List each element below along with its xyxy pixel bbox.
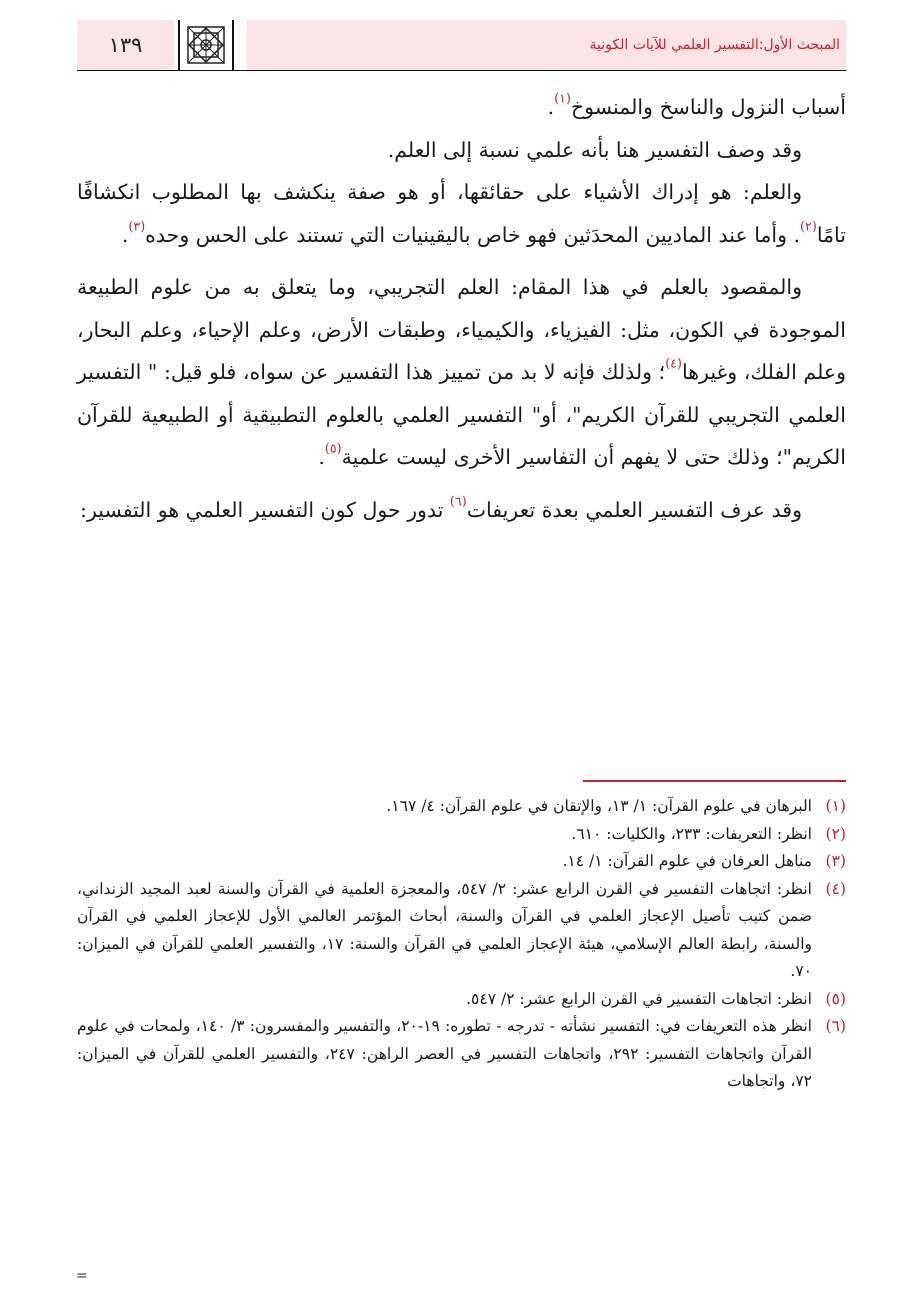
- footnote-text: انظر هذه التعريفات في: التفسير نشأته - تدرجه - تطوره: ١٩-٢٠، والتفسير والمفسرون: ٣/ ١٤٠، ولمحات في علوم القرآن واتجاهات التفسير: ٢٩٢، واتجاهات التفسير في العصر الراهن: ٢٤٧، والتفسير العلمي للقرآن في الميزان: ٧٢، واتجاهات: [77, 1017, 813, 1090]
- text-run: .: [121, 222, 129, 247]
- text-run: أسباب النزول والناسخ والمنسوخ: [570, 95, 846, 119]
- footnote-text: انظر: اتجاهات التفسير في القرن الرابع عشر: ٢/ ٥٤٧.: [466, 989, 812, 1008]
- footnote-text: مناهل العرفان في علوم القرآن: ١/ ١٤.: [562, 852, 812, 870]
- footnote-ref[interactable]: (١): [554, 90, 571, 106]
- header-divider: [232, 20, 234, 70]
- text-run: والمقصود بالعلم في هذا المقام: العلم التجريبي، وما يتعلق به من علوم الطبيعة الموجودة في الكون، مثل: الفيزياء، والكيمياء، وطبقات الأرض، وعلم الإحياء، وعلم البحار، وعلم الفلك، وغيرها: [77, 275, 846, 384]
- footnote-item: [77, 793, 846, 821]
- footnotes: [77, 793, 846, 1096]
- paragraph: [77, 489, 846, 532]
- page-header: [77, 20, 846, 71]
- footnote-number: (٥): [825, 989, 846, 1008]
- text-run: . وأما عند الماديين المحدَثين فهو خاص باليقينيات التي تستند على الحس وحده: [145, 222, 801, 247]
- footnote-item: [77, 1013, 846, 1096]
- footnote-ref[interactable]: (٢): [800, 218, 817, 234]
- footnote-number: (٤): [825, 879, 846, 898]
- footnote-text: انظر: اتجاهات التفسير في القرن الرابع عشر: ٢/ ٥٤٧، والمعجزة العلمية في القرآن والسنة لعبد المجيد الزنداني، ضمن كتيب تأصيل الإعجاز العلمي في القرآن والسنة، أبحاث المؤتمر العالمي الأول للإعجاز العلمي في القرآن والسنة، رابطة العالم الإسلامي، هيئة الإعجاز العلمي في القرآن والسنة: ١٧، والتفسير العلمي للقرآن في الميزان: ٧٠.: [77, 879, 813, 980]
- footnote-number: (١): [825, 797, 846, 815]
- footnote-item: [77, 986, 846, 1014]
- footnote-ref[interactable]: (٣): [128, 218, 146, 234]
- footnote-number: (٦): [825, 1017, 846, 1035]
- paragraph: [77, 171, 846, 256]
- paragraph: [77, 266, 846, 479]
- paragraph: [77, 86, 846, 129]
- footnote-ref[interactable]: (٦): [449, 493, 467, 509]
- continuation-mark: =: [76, 1268, 88, 1284]
- page-number: ١٣٩: [77, 20, 174, 70]
- running-title: المبحث الأول:التفسير العلمي للآيات الكونية: [247, 20, 846, 70]
- footnote-item: [77, 821, 846, 849]
- footnote-ref[interactable]: (٤): [665, 355, 682, 371]
- text-run: .: [318, 445, 325, 469]
- footnote-item: [77, 848, 846, 876]
- footnote-number: (٣): [825, 852, 846, 870]
- footnote-text: البرهان في علوم القرآن: ١/ ١٣، والإتقان في علوم القرآن: ٤/ ١٦٧.: [386, 797, 812, 815]
- geometric-star-icon: [186, 25, 226, 65]
- text-run: تدور حول كون التفسير العلمي هو التفسير:: [80, 497, 450, 522]
- text-run: وقد عرف التفسير العلمي بعدة تعريفات: [466, 497, 802, 522]
- text-run: .: [547, 95, 555, 119]
- header-divider: [178, 20, 180, 70]
- footnote-item: [77, 876, 846, 986]
- footnote-ref[interactable]: (٥): [324, 440, 342, 456]
- text-run: ؛ ولذلك فإنه لا بد من تمييز هذا التفسير عن سواه، فلو قيل: " التفسير العلمي التجريبي للقرآن الكريم"، أو" التفسير العلمي بالعلوم التطبيقية أو الطبيعية للقرآن الكريم"؛ وذلك حتى لا يفهم أن التفاسير الأخرى ليست علمية: [77, 360, 846, 469]
- text-run: والعلم: هو إدراك الأشياء على حقائقها، أو هو صفة ينكشف بها المطلوب انكشافًا تامًا: [77, 180, 846, 247]
- footnote-text: انظر: التعريفات: ٢٣٣، والكليات: ٦١٠.: [571, 824, 812, 843]
- ornament-icon: [178, 20, 234, 70]
- main-text: [77, 86, 846, 531]
- footnote-number: (٢): [825, 824, 846, 843]
- footnote-separator: [583, 780, 846, 782]
- paragraph: وقد وصف التفسير هنا بأنه علمي نسبة إلى العلم.: [387, 137, 802, 162]
